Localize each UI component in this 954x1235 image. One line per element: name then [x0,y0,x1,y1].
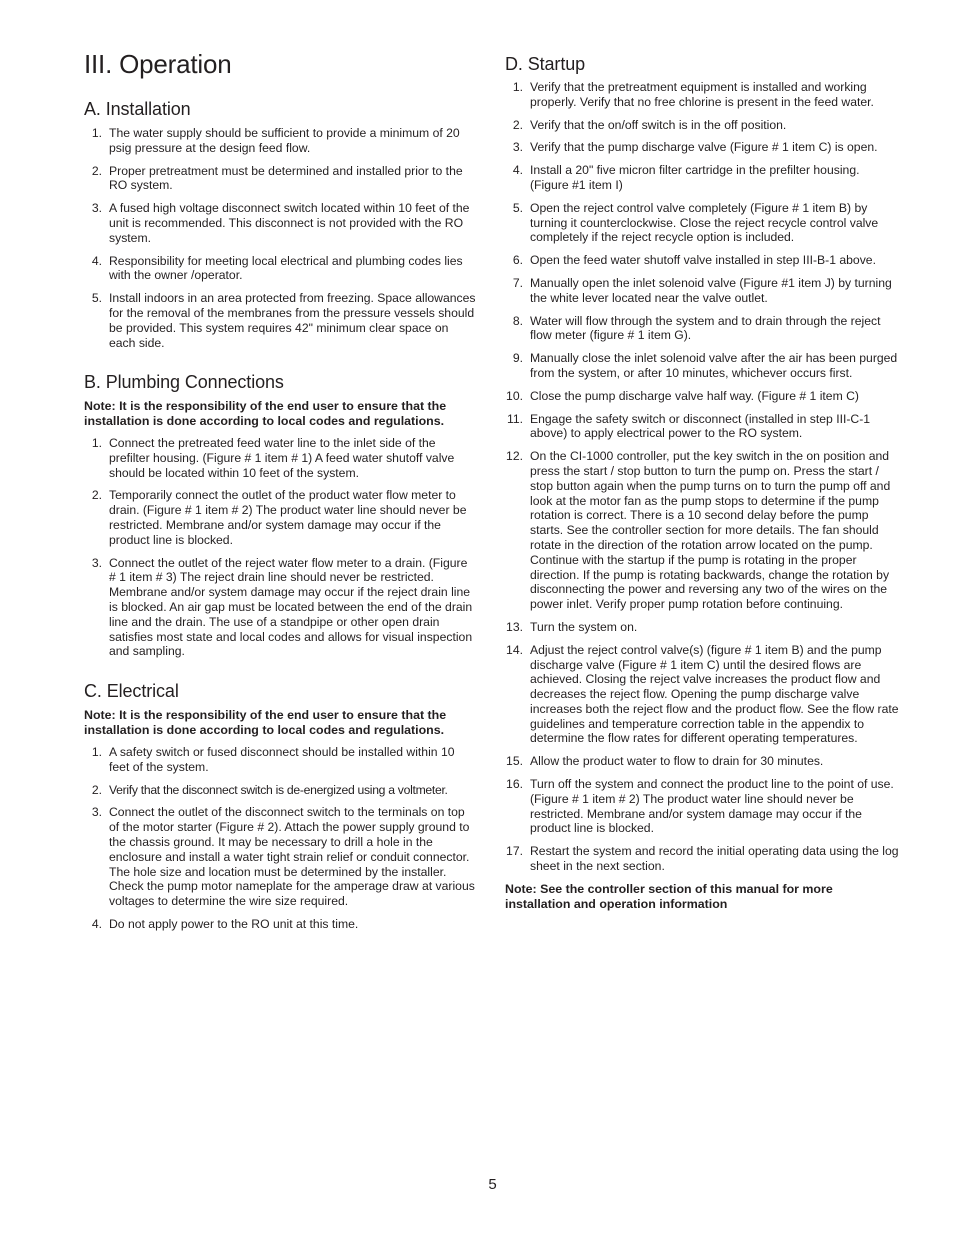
list-item-number: 5. [512,200,523,215]
list-item-text: On the CI-1000 controller, put the key switch in the on position and press the start / stop button to turn the pump on. Press the start / stop button again when the pump turns on to turn the pump off and look at the motor fan as the pump stops to determine if the pump rotation is correct. There is a 10 second delay before the pump starts. See the controller section for more details. The fan should rotate in the direction of the rotation arrow located on the pump. Continue with the startup if the pump is rotating in the proper direction. If the pump is rotating backwards, change the rotation by disconnecting the power and reversing any two of the wires on the power inlet. Verify proper pump rotation before continuing. [530,449,891,612]
electrical-list [84,745,476,932]
list-item [505,314,900,344]
list-item-number: 2. [512,117,523,132]
list-item-number: 1. [91,745,102,759]
list-item-number: 11. [506,411,523,426]
list-item-number: 8. [512,313,523,328]
list-item-number: 3. [91,201,102,216]
list-item-text: Install indoors in an area protected from freezing. Space allowances for the removal of the membranes from the pressure vessels should be provided. This system requires 42" minimum clear space on each side. [109,291,476,350]
list-item [505,163,900,193]
list-item-text: A fused high voltage disconnect switch located within 10 feet of the unit is recommended. This disconnect is not provided with the RO system. [109,201,470,245]
list-item-text: Responsibility for meeting local electrical and plumbing codes lies with the owner /operator. [109,253,463,283]
list-item-number: 1. [91,126,102,140]
list-item [84,917,476,932]
list-item-text: Adjust the reject control valve(s) (figure # 1 item B) and the pump discharge valve (Figure # 1 item C) until the desired flows are achieved. Closing the reject valve increases the product flow and decreases the reject flow. Opening the pump discharge valve increases both the reject flow and the product flow. See the flow rate guidelines and temperature correction table in the appendix to determine the flow rates for different operating temperatures. [530,642,899,746]
list-item [505,201,900,245]
list-item [505,449,900,612]
list-item-number: 10. [506,388,523,403]
list-item-number: 5. [91,291,102,306]
page-number: 5 [488,1176,497,1193]
list-item-number: 13. [506,619,523,634]
list-item-text: Connect the pretreated feed water line to the inlet side of the prefilter housing. (Figure # 1 item # 1) A feed water shutoff valve should be located within 10 feet of the system. [109,436,455,480]
list-item-text: Manually open the inlet solenoid valve (Figure #1 item J) by turning the white lever located near the valve outlet. [530,275,892,305]
list-item-number: 2. [91,488,102,503]
installation-section [84,98,476,358]
list-item-number: 3. [512,140,523,155]
list-item [505,620,900,635]
list-item [84,126,476,156]
list-item [505,844,900,874]
list-item-number: 16. [506,777,523,792]
plumbing-heading: B. Plumbing Connections [84,372,284,392]
list-item-text: Verify that the pump discharge valve (Figure # 1 item C) is open. [530,140,878,155]
electrical-heading: C. Electrical [84,681,179,701]
list-item-number: 4. [512,163,523,178]
list-item [505,80,900,110]
startup-heading: D. Startup [505,54,586,74]
list-item [84,488,476,547]
list-item-text: Verify that the disconnect switch is de-energized using a voltmeter. [109,782,448,797]
list-item-text: Verify that the on/off switch is in the off position. [530,117,787,132]
list-item-number: 12. [506,449,523,464]
list-item-number: 4. [91,253,102,268]
list-item-number: 14. [506,642,523,657]
list-item-text: Temporarily connect the outlet of the product water flow meter to drain. (Figure # 1 item # 2) The product water line should never be restricted. Membrane and/or system damage may occur if the product line is blocked. [109,488,467,547]
list-item-text: Do not apply power to the RO unit at this time. [109,916,359,931]
list-item-number: 2. [91,782,102,797]
list-item-text: Turn off the system and connect the product line to the point of use. (Figure # 1 item # 2) The product water line should never be restricted. Membrane and/or system damage may occur if the product line is blocked. [530,777,894,836]
list-item [505,643,900,747]
list-item [84,201,476,245]
installation-list [84,126,476,350]
list-item-text: Install a 20" five micron filter cartridge in the prefilter housing. (Figure #1 item I) [530,163,860,192]
electrical-note: Note: It is the responsibility of the end user to ensure that the installation is done according to local codes and regulations. [84,708,447,737]
list-item-text: Open the reject control valve completely (Figure # 1 item B) by turning it counterclockwise. Close the reject recycle control valve completely if the reject recycle option is included. [530,200,879,245]
list-item-text: Proper pretreatment must be determined and installed prior to the RO system. [109,163,463,193]
list-item-text: Connect the outlet of the reject water flow meter to a drain. (Figure # 1 item # 3) The reject drain line should never be restricted. Membrane and/or system damage may occur if the reject drain line is blocked. An air gap must be located between the end of the drain line and the drain. The use of a standpipe or other open drain satisfies most state and local codes and allows for visual inspection and sampling. [109,555,473,659]
list-item-text: Engage the safety switch or disconnect (installed in step III-C-1 above) to apply electrical power to the RO system. [530,411,871,441]
list-item-number: 15. [506,754,523,769]
plumbing-note: Note: It is the responsibility of the end user to ensure that the installation is done according to local codes and regulations. [84,399,447,428]
list-item [84,805,476,909]
list-item [505,140,900,155]
list-item [505,777,900,836]
installation-heading: A. Installation [84,99,191,119]
startup-section [505,53,900,912]
list-item-number: 17. [506,844,523,859]
list-item [505,276,900,306]
list-item-text: Connect the outlet of the disconnect switch to the terminals on top of the motor starter (Figure # 2). Attach the power supply ground to the chassis ground. It may be necessary to drill a hole in the enclosure and install a water tight strain relief or conduit connector. The hole size and location must be determined by the installer. Check the pump motor nameplate for the amperage draw at various voltages to determine the wire size required. [109,805,475,909]
electrical-section [84,680,476,940]
list-item [84,254,476,284]
list-item [84,783,476,798]
list-item-text: The water supply should be sufficient to provide a minimum of 20 psig pressure at the design feed flow. [109,126,460,155]
list-item [84,291,476,350]
startup-list [505,80,900,874]
list-item-text: Close the pump discharge valve half way. (Figure # 1 item C) [530,388,859,403]
list-item [505,351,900,381]
list-item-number: 9. [512,351,523,366]
list-item [84,164,476,194]
list-item-text: Water will flow through the system and to drain through the reject flow meter (figure # 1 item G). [530,313,881,343]
list-item-text: Allow the product water to flow to drain for 30 minutes. [530,754,824,769]
list-item [505,253,900,268]
list-item-number: 7. [512,275,523,290]
list-item-text: Restart the system and record the initial operating data using the log sheet in the next section. [530,844,899,874]
list-item-number: 4. [91,916,102,931]
list-item [505,118,900,133]
page-title: III. Operation [84,49,232,79]
list-item [505,754,900,769]
list-item [505,412,900,442]
list-item-number: 3. [91,805,102,820]
list-item [84,556,476,660]
list-item-number: 6. [512,253,523,268]
plumbing-section [84,371,476,667]
list-item-number: 1. [512,80,523,94]
plumbing-list [84,436,476,659]
list-item [84,745,476,775]
list-item [505,389,900,404]
list-item-number: 3. [91,555,102,570]
list-item-text: Turn the system on. [530,619,638,634]
list-item-text: Open the feed water shutoff valve installed in step III-B-1 above. [530,253,876,268]
list-item-text: A safety switch or fused disconnect should be installed within 10 feet of the system. [109,745,455,774]
startup-note: Note: See the controller section of this manual for more installation and operation information [505,881,833,911]
list-item [84,436,476,480]
list-item-text: Verify that the pretreatment equipment is installed and working properly. Verify that no free chlorine is present in the feed water. [530,80,874,109]
list-item-number: 1. [91,436,102,450]
list-item-text: Manually close the inlet solenoid valve after the air has been purged from the system, or after 10 minutes, whichever occurs first. [530,351,898,380]
list-item-number: 2. [91,163,102,178]
